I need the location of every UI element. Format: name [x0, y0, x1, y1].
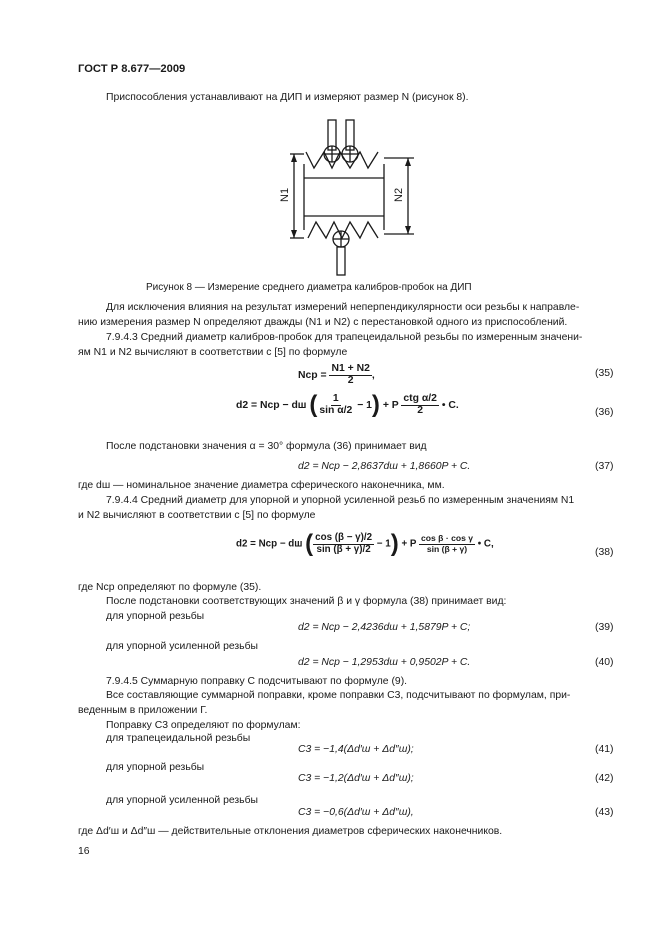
eq38-num2: cos β · cos γ — [420, 533, 474, 544]
figure-thread-diagram — [268, 112, 428, 278]
paragraph-4: где dш — номинальное значение диаметра сферического наконечника, мм. — [78, 480, 445, 491]
eq36-lhs: d2 = Nср − dш — [236, 399, 307, 411]
paragraph-2b: ям N1 и N2 вычисляют в соответствии с [5] по формуле — [78, 347, 348, 358]
bottom-fitting — [337, 247, 345, 275]
paragraph-2a: 7.9.4.3 Средний диаметр калибров-пробок для трапецеидальной резьбы по измеренным значени- — [106, 332, 583, 343]
eq35-lhs: Nср = — [298, 370, 327, 382]
equation-42: C3 = −1,2(Δd′ш + Δd″ш); — [298, 773, 414, 784]
top-thread-profile — [306, 152, 378, 168]
paragraph-5a: 7.9.4.4 Средний диаметр для упорной и упорной усиленной резьб по измеренным значениям N1 — [106, 495, 575, 506]
eq42-number: (42) — [595, 773, 614, 784]
paragraph-8: 7.9.4.5 Суммарную поправку C подсчитывают по формуле (9). — [106, 676, 408, 687]
eq36-num1: 1 — [332, 392, 339, 404]
list-item-4: для упорной резьбы — [106, 762, 205, 773]
eq41-number: (41) — [595, 744, 614, 755]
eq38-den1: sin (β + γ)/2 — [316, 543, 371, 555]
page-number: 16 — [78, 846, 90, 857]
eq35-tail: , — [371, 370, 375, 382]
eq36-tail: • C. — [441, 399, 459, 411]
eq37-number: (37) — [595, 461, 614, 472]
eq38-m1: − 1 — [376, 538, 391, 550]
paragraph-9b: веденным в приложении Г. — [78, 705, 208, 716]
eq36-plus: + P — [382, 399, 399, 411]
list-item-3: для трапецеидальной резьбы — [106, 733, 251, 744]
eq35-number: (35) — [595, 368, 614, 379]
list-item-1: для упорной резьбы — [106, 611, 205, 622]
paragraph-6: где Nср определяют по формуле (35). — [78, 582, 262, 593]
paragraph-1b: нию измерения размер N определяют дважды (N1 и N2) с перестановкой одного из приспособлений. — [78, 317, 568, 328]
equation-38-body: d2 = Nср − dш ( $\frac{\cos (\beta - \gamma)/2}{\sin (\beta + \gamma)/2}$ − 1) + P $\frac{\text{cos β · cos γ}}{\sin (\beta + \gamma)}$ • C, — [236, 530, 494, 557]
eq40-number: (40) — [595, 657, 614, 668]
equation-36: d2 = Nср − dш ( $\frac{1}{\text{sin α/2}}$ − 1) + P $\frac{\text{ctg α/2}}{2}$ • C. — [236, 391, 459, 418]
equation-40: d2 = Nср − 1,2953dш + 0,9502P + C. — [298, 657, 471, 668]
eq35-den: 2 — [347, 374, 354, 386]
document-header: ГОСТ Р 8.677—2009 — [78, 63, 186, 75]
eq36-num2: ctg α/2 — [403, 392, 437, 404]
label-n2: N2 — [393, 187, 405, 202]
paragraph-11: где Δd′ш и Δd″ш — действительные отклонения диаметров сферических наконечников. — [78, 826, 503, 837]
equation-43: C3 = −0,6(Δd′ш + Δd″ш), — [298, 807, 414, 818]
paragraph-10: Поправку C3 определяют по формулам: — [106, 720, 301, 731]
eq38-plus: + P — [401, 538, 417, 550]
eq36-den2: 2 — [417, 404, 424, 416]
paragraph-3: После подстановки значения α = 30° формула (36) принимает вид — [106, 441, 427, 452]
eq36-number: (36) — [595, 407, 614, 418]
paragraph-7: После подстановки соответствующих значений β и γ формула (38) принимает вид: — [106, 596, 507, 607]
eq38-lhs: d2 = Nср − dш — [236, 538, 303, 550]
eq38-num1: cos (β − γ)/2 — [315, 532, 373, 544]
paragraph-9a: Все составляющие суммарной поправки, кроме поправки C3, подсчитывают по формулам, при- — [106, 690, 571, 701]
figure-caption: Рисунок 8 — Измерение среднего диаметра калибров-пробок на ДИП — [146, 282, 472, 293]
eq38-tail: • C, — [477, 538, 494, 550]
equation-39: d2 = Nср − 2,4236dш + 1,5879P + C; — [298, 622, 471, 633]
eq36-den1: sin α/2 — [319, 404, 353, 416]
eq36-m1: − 1 — [357, 399, 372, 411]
list-item-5: для упорной усиленной резьбы — [106, 795, 259, 806]
list-item-2: для упорной усиленной резьбы — [106, 641, 259, 652]
eq35-num: N1 + N2 — [331, 363, 370, 374]
equation-37: d2 = Nср − 2,8637dш + 1,8660P + C. — [298, 461, 471, 472]
equation-41: C3 = −1,4(Δd′ш + Δd″ш); — [298, 744, 414, 755]
bottom-thread-profile — [308, 222, 378, 238]
eq38-number: (38) — [595, 547, 614, 558]
intro-text: Приспособления устанавливают на ДИП и измеряют размер N (рисунок 8). — [106, 92, 469, 103]
paragraph-1a: Для исключения влияния на результат измерений неперпендикулярности оси резьбы к направле- — [106, 302, 580, 313]
label-n1: N1 — [279, 187, 291, 202]
eq38-den2: sin (β + γ) — [426, 543, 468, 554]
paragraph-5b: и N2 вычисляют в соответствии с [5] по формуле — [78, 510, 316, 521]
equation-35 — [298, 364, 375, 387]
eq43-number: (43) — [595, 807, 614, 818]
eq39-number: (39) — [595, 622, 614, 633]
